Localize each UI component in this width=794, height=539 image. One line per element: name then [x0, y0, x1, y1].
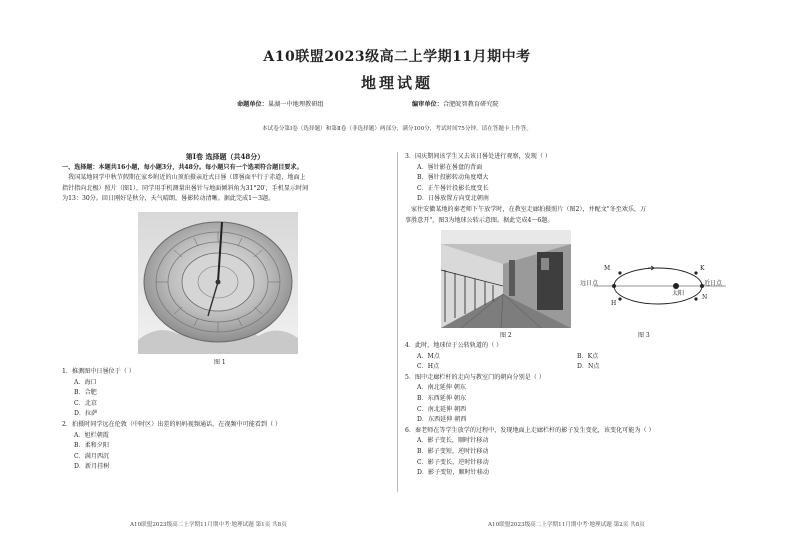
- q4-option-a: A．M点: [417, 352, 440, 360]
- q3-option-d: D．日晷放置方向变北朝南: [417, 195, 489, 203]
- q2-option-b: B．柔和夕阳: [74, 442, 109, 450]
- figure-1-label: 图 1: [214, 359, 226, 366]
- setter-info: [237, 99, 324, 108]
- column-divider: [397, 152, 398, 492]
- q2-option-a: A．旭栏朝霞: [74, 431, 109, 439]
- q3-option-b: B．晷针投影转动角度增大: [417, 174, 489, 182]
- orbit-label-h: H: [611, 300, 617, 307]
- q5-option-c: C．南北延伸 朝西: [417, 405, 467, 413]
- exam-note: 本试卷分第Ⅰ卷（选择题）和第Ⅱ卷（非选择题）两部分，满分100分，考试时间75分钟。请在答题卡上作答。: [262, 126, 532, 132]
- passage-line: 为13：30分。回日刚好是秋分，天气晴朗，晷影转动清晰。据此完成1～3题。: [62, 195, 275, 203]
- passage-line: 事胜意开"，图3为地球公转示意图。据此完成4～6题。: [405, 216, 554, 224]
- q4-options-row-1: [405, 352, 735, 363]
- q3-option-a: A．晷针影在晷盘的背面: [417, 163, 483, 171]
- orbit-label-k: K: [700, 265, 705, 272]
- figure-1-sundial-photo: [138, 212, 298, 354]
- q1-option-a: A．海口: [74, 378, 97, 386]
- question-6: 6．秦老师在等学生放学的过程中，发现地面上走廊栏杆的影子发生变化，该变化可能为（ ）: [405, 426, 655, 434]
- right-questions: [405, 341, 735, 479]
- passage-line: 我国某地同学中秋节假期在家乡附近的山顶拍摄亲近式日晷（即晷面平行于赤道，地面上: [68, 174, 306, 182]
- q5-option-b: B．东西延伸 朝东: [417, 394, 467, 402]
- footer-left: A10联盟2023级高二上学期11月期中考·地理试题 第1页 共8页: [130, 522, 287, 528]
- reviewer-value: 合肥皖智教育研究院: [442, 101, 499, 108]
- q1-option-d: D．拉萨: [74, 410, 98, 418]
- reviewer-label: 编审单位：: [412, 101, 443, 108]
- figure-3-label: 图 3: [638, 332, 650, 339]
- q6-option-c: C．影子变长，逆时针移动: [417, 458, 489, 466]
- orbit-label-aphelion: 远日点: [580, 280, 599, 287]
- q6-option-a: A．影子变长，顺时针移动: [417, 437, 489, 445]
- right-column-top: [405, 152, 735, 226]
- left-column: [62, 152, 388, 205]
- q5-option-a: A．南北延伸 朝东: [417, 384, 466, 392]
- q5-option-d: D．东西延伸 朝西: [417, 416, 467, 424]
- q4-option-d: D．N点: [577, 363, 600, 371]
- q4-option-c: C．H点: [417, 363, 440, 371]
- question-5: 5．图中走廊栏杆的走向与教室门的朝向分别是（ ）: [405, 373, 545, 381]
- q1-option-b: B．合肥: [74, 389, 97, 397]
- instructions: 一、选择题：本题共16小题，每小题3分，共48分。每小题只有一个选项符合题目要求。: [62, 163, 303, 171]
- setter-value: 巢湖一中地理教研组: [267, 101, 324, 108]
- reviewer-info: [412, 99, 499, 108]
- orbit-label-sun: 太阳: [672, 290, 685, 297]
- question-2: 2．拍摄时同学远在伦敦（中时区）出差的妈妈视频通话，在视频中可能看到（ ）: [62, 420, 282, 428]
- setter-label: 命题单位：: [237, 101, 268, 108]
- question-4: 4．此时，地球位于公转轨道的（ ）: [405, 342, 503, 349]
- orbit-label-m: M: [604, 265, 611, 272]
- q3-option-c: C．正午晷针投影长度变长: [417, 184, 489, 192]
- passage-line: 指针指向北极）照片（图1），同学用手机测量出晷针与地面倾斜角为31°20′，手机显示时间: [62, 184, 309, 192]
- q1-option-c: C．北京: [74, 399, 97, 407]
- question-3: 3．国庆期间该学生又去该日晷处进行观察，发现（ ）: [405, 153, 551, 160]
- question-1: 1．推测图中日晷位于（ ）: [62, 368, 135, 375]
- left-questions: [62, 367, 388, 473]
- q2-option-d: D．新月挂树: [74, 463, 110, 471]
- orbit-label-n: N: [702, 294, 708, 301]
- passage-line: 家住安徽某地的秦老师下午放学时，在教室走廊拍摄照片（图2），并配文"冬至欢乐，万: [411, 205, 647, 213]
- q4-options-row-2: [405, 362, 735, 373]
- q2-option-c: C．满月西沉: [74, 452, 110, 460]
- q6-option-d: D．影子变短，顺时针移动: [417, 469, 489, 477]
- orbit-label-perihelion: 近日点: [704, 280, 723, 287]
- figure-2-label: 图 2: [500, 332, 512, 339]
- q4-option-b: B．K点: [577, 352, 599, 360]
- subject-title: 地理试题: [360, 74, 433, 92]
- section-title: 第Ⅰ卷 选择题（共48分）: [185, 152, 265, 161]
- exam-title: A10联盟2023级高二上学期11月期中考: [263, 49, 531, 65]
- figure-2-corridor-photo: [441, 230, 571, 328]
- footer-right: A10联盟2023级高二上学期11月期中考·地理试题 第2页 共8页: [488, 522, 645, 528]
- q6-option-b: B．影子变短，逆时针移动: [417, 447, 489, 455]
